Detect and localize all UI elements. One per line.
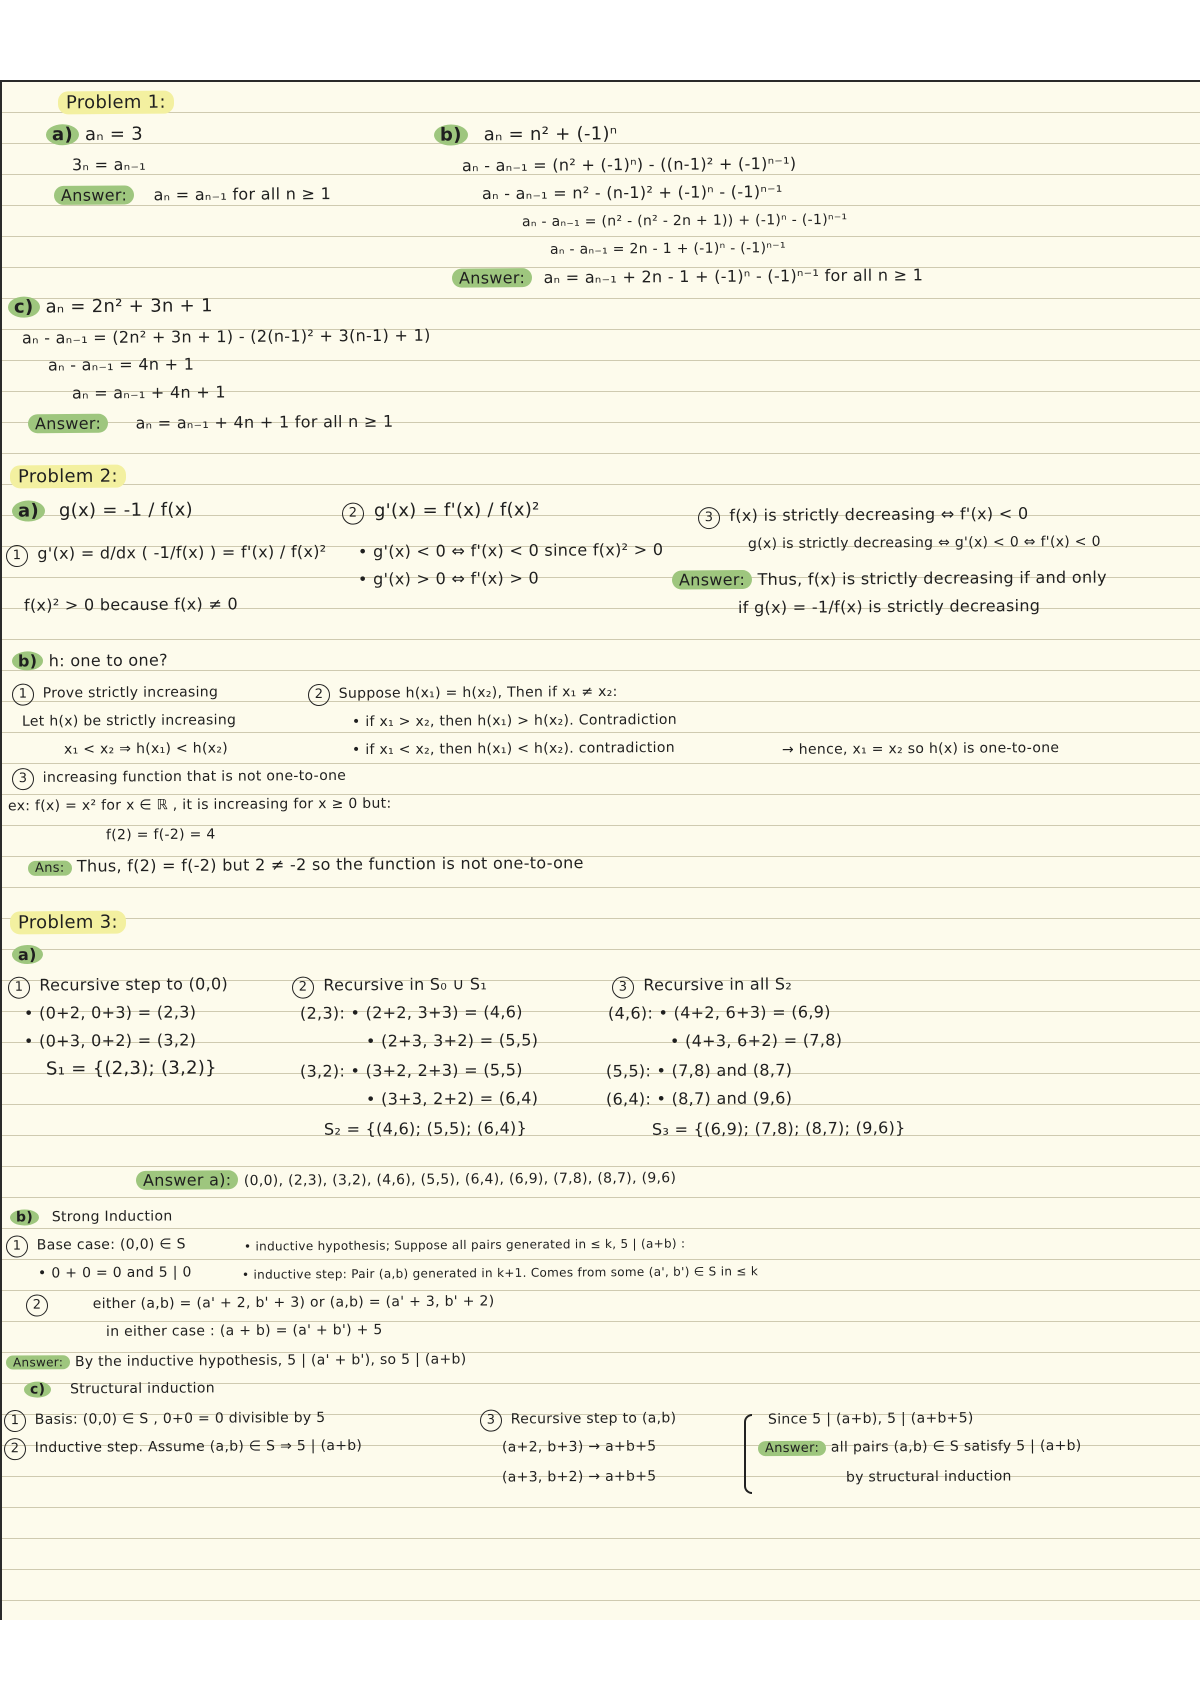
step-1-circle: 1	[8, 977, 30, 999]
p2-b-answer-label: Ans:	[28, 861, 72, 876]
p2-a-step-2-text: g'(x) = f'(x) / f(x)²	[373, 499, 540, 522]
p3-a-answer-label: Answer a):	[136, 1170, 239, 1190]
p1-b-answer: aₙ = aₙ₋₁ + 2n - 1 + (-1)ⁿ - (-1)ⁿ⁻¹ for all n ≥ 1	[543, 265, 924, 288]
p3-a-col2-line-3: (3,2): • (3+2, 2+3) = (5,5)	[299, 1060, 523, 1081]
p2-a-answer-line-2: if g(x) = -1/f(x) is strictly decreasing	[737, 595, 1041, 618]
step-3-circle: 3	[612, 976, 634, 998]
p3-a-col2-title-text: Recursive in S₀ ∪ S₁	[323, 974, 488, 995]
p3-part-b-line	[10, 1205, 173, 1228]
step-2-circle: 2	[292, 977, 314, 999]
p3-a-col1-title-text: Recursive step to (0,0)	[39, 974, 229, 995]
p2-b-step-3-text: increasing function that is not one-to-one	[42, 767, 347, 786]
p1-c-line-2: aₙ - aₙ₋₁ = (2n² + 3n + 1) - (2(n-1)² + 3(n-1) + 1)	[21, 325, 431, 348]
p3-b-step-1c: • inductive hypothesis; Suppose all pairs generated in ≤ k, 5 | (a+b) :	[243, 1236, 686, 1254]
p2-b-answer-line	[28, 852, 584, 880]
p3-b-answer-label: Answer:	[6, 1355, 70, 1369]
p1-part-b-label: b)	[434, 124, 468, 145]
p1-part-a-label: a)	[46, 124, 79, 145]
p1-part-c-line-1	[8, 295, 213, 318]
p1-b-equation: aₙ = n² + (-1)ⁿ	[483, 123, 618, 146]
p2-a-answer: Thus, f(x) is strictly decreasing if and only	[757, 567, 1107, 589]
p3-c-inductive-step: Inductive step. Assume (a,b) ∈ S ⇒ 5 | (a+b)	[34, 1437, 363, 1457]
p3-part-c-line	[24, 1377, 215, 1400]
p2-b-step-2b: • if x₁ > x₂, then h(x₁) > h(x₂). Contradiction	[351, 711, 678, 731]
problem-3-heading	[10, 912, 126, 935]
p3-a-col3-line-4: (6,4): • (8,7) and (9,6)	[605, 1088, 793, 1109]
p3-b-step-1	[6, 1233, 186, 1257]
p3-b-title: Strong Induction	[51, 1208, 173, 1226]
p3-b-answer: By the inductive hypothesis, 5 | (a' + b'), so 5 | (a+b)	[74, 1351, 467, 1371]
p3-b-step-2b: in either case : (a + b) = (a' + b') + 5	[105, 1322, 383, 1340]
p2-part-a-label: a)	[12, 500, 45, 521]
p1-b-line-5: aₙ - aₙ₋₁ = 2n - 1 + (-1)ⁿ - (-1)ⁿ⁻¹	[549, 240, 786, 258]
p3-c-basis: Basis: (0,0) ∈ S , 0+0 = 0 divisible by 5	[34, 1409, 326, 1428]
p2-b-step-3b: ex: f(x) = x² for x ∈ ℝ , it is increasing for x ≥ 0 but:	[7, 795, 392, 815]
p3-c-answer-line-2: by structural induction	[845, 1468, 1012, 1486]
p3-c-answer: all pairs (a,b) ∈ S satisfy 5 | (a+b)	[830, 1437, 1082, 1456]
step-1-circle: 1	[12, 684, 34, 706]
p1-part-c-label: c)	[8, 296, 40, 317]
p3-a-col2-line-2: • (2+3, 3+2) = (5,5)	[365, 1030, 539, 1051]
p3-a-col2-line-4: • (3+3, 2+2) = (6,4)	[365, 1088, 539, 1109]
p3-a-answer: (0,0), (2,3), (3,2), (4,6), (5,5), (6,4), (6,9), (7,8), (8,7), (9,6)	[243, 1170, 677, 1190]
step-2-circle: 2	[308, 684, 330, 706]
p3-a-col3-title	[612, 973, 792, 998]
problem-2-title: Problem 2:	[10, 465, 126, 489]
p2-a-step-2b: • g'(x) < 0 ⇔ f'(x) < 0 since f(x)² > 0	[357, 539, 664, 562]
p1-part-a-line-1	[46, 124, 143, 147]
p2-b-step-2	[308, 681, 618, 706]
p1-b-line-4: aₙ - aₙ₋₁ = (n² - (n² - 2n + 1)) + (-1)ⁿ - (-1)ⁿ⁻¹	[521, 211, 848, 231]
p3-c-answer-label: Answer:	[758, 1441, 826, 1456]
p3-a-col2-line-1: (2,3): • (2+2, 3+3) = (4,6)	[299, 1002, 523, 1023]
p2-part-b-line-1	[12, 649, 168, 672]
p1-a-answer: aₙ = aₙ₋₁ for all n ≥ 1	[153, 184, 332, 205]
p3-b-step-2-text: either (a,b) = (a' + 2, b' + 3) or (a,b) = (a' + 3, b' + 2)	[92, 1293, 495, 1313]
bracket	[744, 1414, 752, 1494]
p3-b-step-2	[26, 1290, 495, 1316]
step-3-circle: 3	[698, 507, 720, 529]
p2-a-answer-label: Answer:	[672, 570, 752, 590]
p2-a-equation: g(x) = -1 / f(x)	[58, 499, 194, 522]
p2-a-answer-line	[672, 566, 1107, 591]
p2-b-step-1b: Let h(x) be strictly increasing	[21, 712, 237, 730]
p1-b-answer-label: Answer:	[452, 268, 532, 288]
step-1-circle: 1	[6, 545, 28, 567]
p2-a-step-1b: f(x)² > 0 because f(x) ≠ 0	[23, 594, 239, 615]
p1-c-equation: aₙ = 2n² + 3n + 1	[45, 295, 213, 318]
p1-b-line-2: aₙ - aₙ₋₁ = (n² + (-1)ⁿ) - ((n-1)² + (-1)ⁿ⁻¹)	[461, 153, 797, 176]
p2-a-step-3	[698, 503, 1029, 529]
p2-a-step-3-text: f(x) is strictly decreasing ⇔ f'(x) < 0	[729, 503, 1029, 525]
p2-b-step-3	[12, 765, 346, 790]
p1-b-answer-line	[452, 264, 923, 289]
p3-part-a-line	[12, 944, 43, 966]
p2-b-step-3c: f(2) = f(-2) = 4	[105, 826, 216, 844]
p1-a-equation: aₙ = 3	[84, 123, 144, 146]
p3-c-recursive-step: Recursive step to (a,b)	[510, 1410, 677, 1428]
p1-part-b-line-1	[434, 123, 617, 146]
p2-a-step-2c: • g'(x) > 0 ⇔ f'(x) > 0	[357, 568, 540, 589]
p2-b-step-1-text: Prove strictly increasing	[42, 684, 219, 702]
problem-1-title: Problem 1:	[58, 91, 174, 115]
step-1-circle: 1	[4, 1410, 26, 1432]
p1-a-answer-label: Answer:	[54, 185, 134, 205]
p3-a-col2-title	[292, 973, 487, 998]
p3-c-step-3b: (a+2, b+3) → a+b+5	[501, 1438, 657, 1456]
p3-c-step-1	[4, 1407, 326, 1432]
p3-a-col3-line-5: S₃ = {(6,9); (7,8); (8,7); (9,6)}	[651, 1118, 906, 1139]
p3-c-title: Structural induction	[70, 1380, 215, 1398]
step-2-circle: 2	[4, 1438, 26, 1460]
p3-part-a-label: a)	[12, 945, 43, 964]
p3-c-answer-line	[758, 1435, 1082, 1460]
p2-b-step-2d: → hence, x₁ = x₂ so h(x) is one-to-one	[781, 740, 1060, 758]
p3-c-step-2	[4, 1435, 362, 1461]
p3-a-answer-line	[136, 1166, 676, 1193]
p3-a-col1-line-3: S₁ = {(2,3); (3,2)}	[45, 1057, 217, 1080]
p2-a-step-1	[6, 541, 327, 567]
problem-3-title: Problem 3:	[10, 911, 126, 935]
problem-2-heading	[10, 466, 126, 489]
p1-c-answer-line	[28, 411, 394, 436]
p2-b-answer: Thus, f(2) = f(-2) but 2 ≠ -2 so the function is not one-to-one	[76, 853, 584, 876]
p3-a-col3-line-2: • (4+3, 6+2) = (7,8)	[669, 1030, 843, 1051]
p3-b-base-case: Base case: (0,0) ∈ S	[36, 1236, 186, 1254]
p2-a-step-3b: g(x) is strictly decreasing ⇔ g'(x) < 0 ⇔ f'(x) < 0	[747, 533, 1101, 553]
step-2-circle: 2	[26, 1294, 48, 1316]
p2-b-title: h: one to one?	[48, 650, 168, 671]
p3-a-col2-line-5: S₂ = {(4,6); (5,5); (6,4)}	[323, 1118, 528, 1139]
p2-b-step-2-text: Suppose h(x₁) = h(x₂), Then if x₁ ≠ x₂:	[338, 683, 618, 702]
problem-1-heading	[58, 92, 174, 115]
p3-a-col3-line-1: (4,6): • (4+2, 6+3) = (6,9)	[607, 1002, 831, 1023]
step-1-circle: 1	[6, 1235, 28, 1257]
p3-a-col1-line-2: • (0+3, 0+2) = (3,2)	[23, 1030, 197, 1051]
p3-b-step-1b: • 0 + 0 = 0 and 5 | 0	[37, 1264, 192, 1282]
p3-a-col3-line-3: (5,5): • (7,8) and (8,7)	[605, 1060, 793, 1081]
p3-b-answer-line	[6, 1348, 467, 1373]
p1-c-line-3: aₙ - aₙ₋₁ = 4n + 1	[47, 354, 195, 375]
p1-c-answer-label: Answer:	[28, 414, 108, 434]
p3-b-step-1d: • inductive step: Pair (a,b) generated in k+1. Comes from some (a', b') ∈ S in ≤ k	[241, 1264, 759, 1282]
p1-a-line-2: 3ₙ = aₙ₋₁	[71, 154, 146, 175]
p2-part-a-line-1	[12, 499, 193, 522]
p3-c-step-3c: (a+3, b+2) → a+b+5	[501, 1468, 657, 1486]
p1-a-answer-line	[54, 183, 331, 207]
p2-a-step-2	[342, 499, 540, 524]
step-3-circle: 3	[12, 768, 34, 790]
p2-b-step-2c: • if x₁ < x₂, then h(x₁) < h(x₂). contradiction	[351, 739, 675, 759]
p2-a-step-1-text: g'(x) = d/dx ( -1/f(x) ) = f'(x) / f(x)²	[37, 541, 327, 563]
p3-a-col1-title	[8, 973, 228, 999]
p3-c-step-4: Since 5 | (a+b), 5 | (a+b+5)	[767, 1410, 974, 1428]
p1-c-answer: aₙ = aₙ₋₁ + 4n + 1 for all n ≥ 1	[135, 411, 394, 433]
p2-b-step-1c: x₁ < x₂ ⇒ h(x₁) < h(x₂)	[63, 740, 229, 758]
p2-b-step-1	[12, 681, 218, 705]
p3-part-c-label: c)	[24, 1381, 51, 1397]
step-2-circle: 2	[342, 503, 364, 525]
p1-c-line-4: aₙ = aₙ₋₁ + 4n + 1	[71, 382, 226, 403]
p2-part-b-label: b)	[12, 651, 44, 670]
notebook-page	[0, 80, 1200, 1620]
p1-b-line-3: aₙ - aₙ₋₁ = n² - (n-1)² + (-1)ⁿ - (-1)ⁿ⁻¹	[481, 181, 783, 204]
p3-a-col1-line-1: • (0+2, 0+3) = (2,3)	[23, 1002, 197, 1023]
step-3-circle: 3	[480, 1410, 502, 1432]
p3-a-col3-title-text: Recursive in all S₂	[643, 974, 793, 995]
p3-part-b-label: b)	[10, 1209, 39, 1225]
p3-c-step-3	[480, 1407, 676, 1431]
